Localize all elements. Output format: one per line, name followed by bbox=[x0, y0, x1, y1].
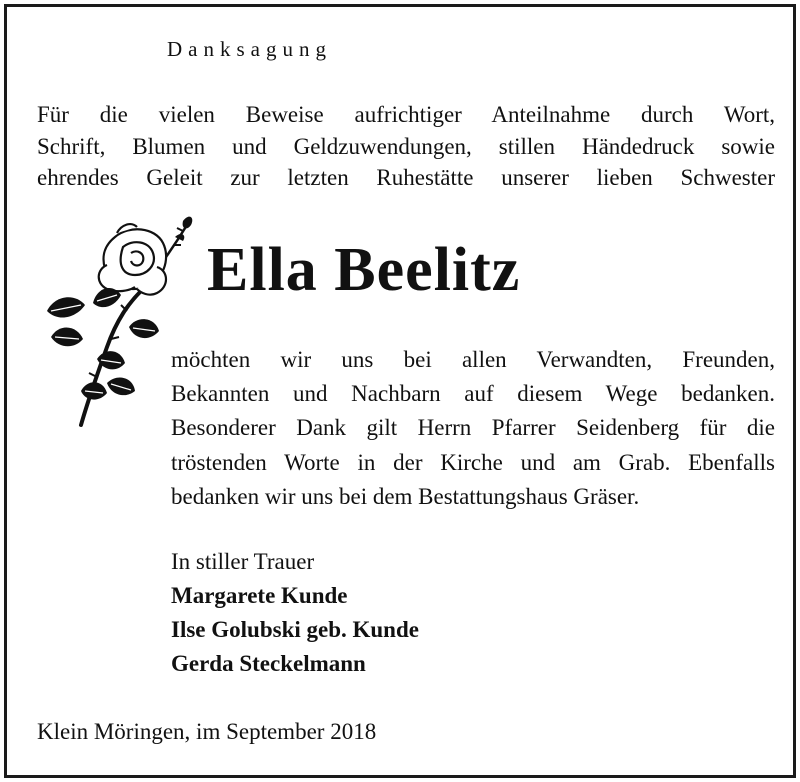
mourners-block bbox=[171, 545, 419, 681]
thanks-line: Bekannten und Nachbarn auf diesem Wege bedanken. bbox=[171, 381, 775, 407]
intro-line: Für die vielen Beweise aufrichtiger Anteilnahme durch Wort, bbox=[37, 102, 775, 127]
place-date: Klein Möringen, im September 2018 bbox=[37, 719, 377, 744]
mourner-name: Margarete Kunde bbox=[171, 583, 348, 608]
mourning-label: In stiller Trauer bbox=[171, 549, 315, 574]
mourner-name: Gerda Steckelmann bbox=[171, 651, 366, 676]
thanks-line: tröstenden Worte in der Kirche und am Grab. Ebenfalls bbox=[171, 449, 775, 475]
thanks-line: bedanken wir uns bei dem Bestattungshaus Gräser. bbox=[171, 483, 640, 509]
thanks-line: Besonderer Dank gilt Herrn Pfarrer Seidenberg für die bbox=[171, 415, 775, 441]
obituary-notice bbox=[4, 4, 796, 778]
intro-line: Schrift, Blumen und Geldzuwendungen, stillen Händedruck sowie bbox=[37, 133, 775, 159]
thanks-line: möchten wir uns bei allen Verwandten, Freunden, bbox=[171, 347, 775, 372]
deceased-name: Ella Beelitz bbox=[207, 236, 521, 304]
notice-heading: Danksagung bbox=[167, 37, 332, 61]
mourner-name: Ilse Golubski geb. Kunde bbox=[171, 617, 419, 642]
intro-line: ehrendes Geleit zur letzten Ruhestätte unserer lieben Schwester bbox=[37, 165, 775, 190]
thanks-paragraph bbox=[171, 343, 775, 514]
intro-paragraph bbox=[37, 99, 775, 194]
